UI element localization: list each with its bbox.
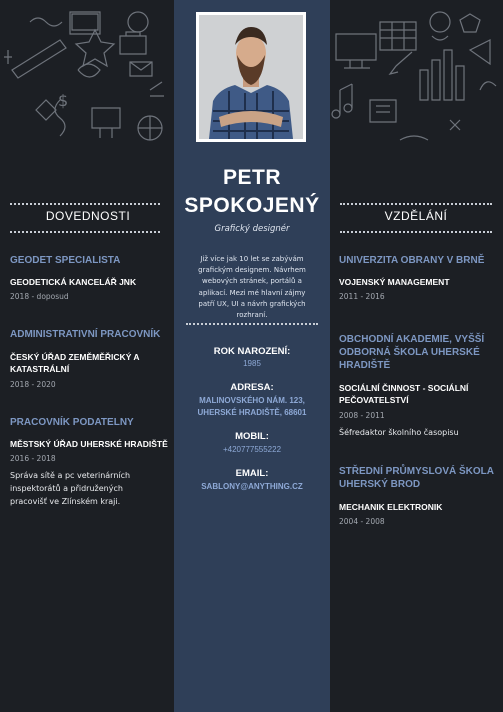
profile-photo-frame <box>196 12 306 142</box>
email-label: EMAIL: <box>235 468 269 479</box>
bio-text: Již více jak 10 let se zabývám grafickým designem. Návrhem webových stránek, portálů a aplikací. Mezi mé hlavní zájmy patří UX, UI a návrh grafických rozhraní. <box>198 255 306 320</box>
skills-divider-top <box>10 203 160 205</box>
education-school: UHERSKÝ BROD <box>339 479 421 490</box>
education-date: 2004 - 2008 <box>339 517 385 526</box>
birth-year-label: ROK NAROZENÍ: <box>213 346 291 357</box>
education-field: VOJENSKÝ MANAGEMENT <box>339 277 450 287</box>
skill-description: inspektorátů a přidružených <box>10 484 123 493</box>
center-divider <box>186 323 318 325</box>
education-school: ODBORNÁ ŠKOLA UHERSKÉ <box>339 347 480 358</box>
svg-text:$: $ <box>58 91 69 110</box>
skill-description: pracovišť ve Zlínském kraji. <box>10 497 121 506</box>
skill-position: GEODET SPECIALISTA <box>10 255 121 266</box>
address-line-1: MALINOVSKÉHO NÁM. 123, <box>199 396 305 405</box>
birth-year-value: 1985 <box>243 359 261 368</box>
email-link[interactable]: SABLONY@ANYTHING.CZ <box>201 482 303 491</box>
education-date: 2008 - 2011 <box>339 411 385 420</box>
education-field: PEČOVATELSTVÍ <box>339 395 409 405</box>
education-field: SOCIÁLNÍ ČINNOST - SOCIÁLNÍ <box>339 383 469 393</box>
last-name: SPOKOJENÝ <box>184 194 320 217</box>
skill-employer: ČESKÝ ÚŘAD ZEMĚMĚŘICKÝ A <box>10 352 140 362</box>
skill-date: 2018 - 2020 <box>10 380 56 389</box>
skill-employer: GEODETICKÁ KANCELÁŘ JNK <box>10 277 137 287</box>
skills-divider-bottom <box>10 231 160 233</box>
address-label: ADRESA: <box>230 382 274 393</box>
skills-title: DOVEDNOSTI <box>45 209 131 223</box>
education-school: UNIVERZITA OBRANY V BRNĚ <box>339 255 485 266</box>
education-school: HRADIŠTĚ <box>339 360 391 371</box>
skill-position: PRACOVNÍK PODATELNY <box>10 417 134 428</box>
skill-employer: KATASTRÁLNÍ <box>10 364 70 374</box>
education-note: Šéfredaktor školního časopisu <box>339 428 459 437</box>
skill-date: 2016 - 2018 <box>10 454 56 463</box>
education-field: MECHANIK ELEKTRONIK <box>339 502 443 512</box>
skill-position: ADMINISTRATIVNÍ PRACOVNÍK <box>10 329 161 340</box>
job-title: Grafický designér <box>214 224 290 234</box>
education-title: VZDĚLÁNÍ <box>384 209 448 223</box>
education-divider-bottom <box>340 231 492 233</box>
skill-employer: MĚSTSKÝ ÚŘAD UHERSKÉ HRADIŠTĚ <box>10 439 168 449</box>
education-divider-top <box>340 203 492 205</box>
mobile-value[interactable]: +420777555222 <box>222 445 282 454</box>
profile-photo <box>199 15 303 139</box>
first-name: PETR <box>222 166 281 189</box>
education-school: OBCHODNÍ AKADEMIE, VYŠŠÍ <box>339 334 485 345</box>
education-school: STŘEDNÍ PRŮMYSLOVÁ ŠKOLA <box>339 466 495 477</box>
skill-date: 2018 - doposud <box>10 292 69 301</box>
education-date: 2011 - 2016 <box>339 292 385 301</box>
address-line-2: UHERSKÉ HRADIŠTĚ, 68601 <box>197 408 307 417</box>
skill-description: Správa sítě a pc veterinárních <box>10 471 131 480</box>
mobile-label: MOBIL: <box>235 431 269 442</box>
